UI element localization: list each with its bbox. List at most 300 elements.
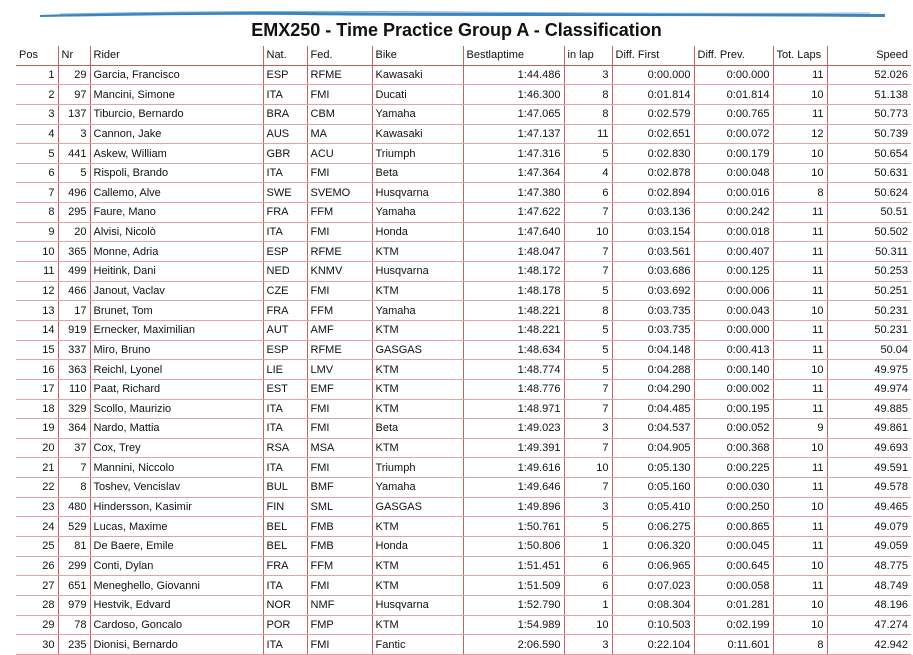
cell-tot-laps: 12 — [773, 124, 827, 144]
cell-nat: AUT — [263, 320, 307, 340]
cell-nat: NED — [263, 262, 307, 282]
table-row — [16, 163, 911, 183]
cell-diff-prev: 0:00.058 — [694, 576, 773, 596]
cell-bestlaptime: 2:06.590 — [463, 635, 564, 655]
cell-fed: FMI — [307, 85, 372, 105]
cell-diff-first: 0:04.290 — [612, 379, 694, 399]
cell-diff-first: 0:03.735 — [612, 301, 694, 321]
cell-in-lap: 5 — [564, 517, 612, 537]
cell-nr: 441 — [58, 144, 90, 164]
cell-diff-first: 0:02.878 — [612, 163, 694, 183]
cell-diff-first: 0:02.894 — [612, 183, 694, 203]
cell-speed: 49.693 — [827, 438, 911, 458]
cell-rider: Hindersson, Kasimir — [90, 497, 263, 517]
cell-tot-laps: 10 — [773, 301, 827, 321]
cell-nat: ITA — [263, 399, 307, 419]
cell-fed: RFME — [307, 340, 372, 360]
cell-pos: 23 — [16, 497, 58, 517]
cell-pos: 28 — [16, 595, 58, 615]
cell-pos: 8 — [16, 203, 58, 223]
cell-fed: FMB — [307, 517, 372, 537]
table-row — [16, 203, 911, 223]
cell-fed: FMI — [307, 419, 372, 439]
cell-rider: Scollo, Maurizio — [90, 399, 263, 419]
cell-pos: 22 — [16, 478, 58, 498]
cell-speed: 50.51 — [827, 203, 911, 223]
cell-fed: FMI — [307, 281, 372, 301]
cell-nat: ITA — [263, 635, 307, 655]
cell-diff-first: 0:06.275 — [612, 517, 694, 537]
cell-rider: Meneghello, Giovanni — [90, 576, 263, 596]
cell-diff-first: 0:06.320 — [612, 537, 694, 557]
cell-speed: 49.885 — [827, 399, 911, 419]
table-row — [16, 242, 911, 262]
cell-diff-prev: 0:00.045 — [694, 537, 773, 557]
cell-bestlaptime: 1:48.634 — [463, 340, 564, 360]
cell-bike: Beta — [372, 163, 463, 183]
classification-table — [16, 46, 911, 655]
cell-bike: KTM — [372, 281, 463, 301]
cell-nr: 78 — [58, 615, 90, 635]
cell-in-lap: 7 — [564, 438, 612, 458]
cell-rider: Monne, Adria — [90, 242, 263, 262]
cell-diff-prev: 0:00.865 — [694, 517, 773, 537]
cell-nat: SWE — [263, 183, 307, 203]
cell-bestlaptime: 1:47.622 — [463, 203, 564, 223]
col-header-fed: Fed. — [307, 46, 372, 65]
cell-diff-first: 0:04.905 — [612, 438, 694, 458]
cell-diff-prev: 0:00.140 — [694, 360, 773, 380]
cell-speed: 52.026 — [827, 65, 911, 85]
cell-speed: 49.079 — [827, 517, 911, 537]
cell-pos: 19 — [16, 419, 58, 439]
cell-nat: ITA — [263, 576, 307, 596]
cell-tot-laps: 10 — [773, 615, 827, 635]
cell-nat: FIN — [263, 497, 307, 517]
cell-rider: Toshev, Vencislav — [90, 478, 263, 498]
cell-bestlaptime: 1:50.806 — [463, 537, 564, 557]
cell-diff-first: 0:03.154 — [612, 222, 694, 242]
cell-nr: 110 — [58, 379, 90, 399]
cell-fed: SML — [307, 497, 372, 517]
cell-fed: FFM — [307, 203, 372, 223]
cell-nat: ITA — [263, 85, 307, 105]
cell-bestlaptime: 1:47.380 — [463, 183, 564, 203]
cell-rider: Janout, Vaclav — [90, 281, 263, 301]
cell-bestlaptime: 1:48.971 — [463, 399, 564, 419]
table-row — [16, 576, 911, 596]
cell-bestlaptime: 1:48.221 — [463, 320, 564, 340]
cell-in-lap: 5 — [564, 320, 612, 340]
cell-nr: 97 — [58, 85, 90, 105]
cell-bike: Ducati — [372, 85, 463, 105]
cell-pos: 1 — [16, 65, 58, 85]
cell-speed: 50.631 — [827, 163, 911, 183]
cell-pos: 20 — [16, 438, 58, 458]
cell-diff-first: 0:03.686 — [612, 262, 694, 282]
cell-diff-prev: 0:00.368 — [694, 438, 773, 458]
cell-diff-first: 0:05.410 — [612, 497, 694, 517]
cell-bestlaptime: 1:47.364 — [463, 163, 564, 183]
cell-fed: CBM — [307, 104, 372, 124]
table-row — [16, 262, 911, 282]
cell-bike: Kawasaki — [372, 65, 463, 85]
table-row — [16, 320, 911, 340]
cell-rider: Cox, Trey — [90, 438, 263, 458]
cell-tot-laps: 11 — [773, 104, 827, 124]
cell-diff-first: 0:08.304 — [612, 595, 694, 615]
cell-nat: BEL — [263, 537, 307, 557]
cell-fed: FMI — [307, 222, 372, 242]
cell-pos: 16 — [16, 360, 58, 380]
table-row — [16, 438, 911, 458]
cell-pos: 2 — [16, 85, 58, 105]
cell-diff-prev: 0:00.043 — [694, 301, 773, 321]
cell-diff-first: 0:05.130 — [612, 458, 694, 478]
cell-tot-laps: 11 — [773, 203, 827, 223]
cell-fed: FMB — [307, 537, 372, 557]
cell-pos: 29 — [16, 615, 58, 635]
cell-bike: Yamaha — [372, 104, 463, 124]
cell-speed: 50.253 — [827, 262, 911, 282]
cell-in-lap: 10 — [564, 458, 612, 478]
cell-tot-laps: 10 — [773, 85, 827, 105]
cell-bestlaptime: 1:52.790 — [463, 595, 564, 615]
cell-tot-laps: 11 — [773, 242, 827, 262]
cell-in-lap: 3 — [564, 419, 612, 439]
cell-diff-first: 0:10.503 — [612, 615, 694, 635]
cell-diff-first: 0:04.148 — [612, 340, 694, 360]
cell-tot-laps: 11 — [773, 340, 827, 360]
cell-nr: 20 — [58, 222, 90, 242]
cell-diff-prev: 0:00.250 — [694, 497, 773, 517]
cell-bestlaptime: 1:48.047 — [463, 242, 564, 262]
cell-diff-prev: 0:00.030 — [694, 478, 773, 498]
cell-pos: 13 — [16, 301, 58, 321]
cell-pos: 24 — [16, 517, 58, 537]
cell-in-lap: 3 — [564, 497, 612, 517]
table-row — [16, 537, 911, 557]
cell-diff-first: 0:05.160 — [612, 478, 694, 498]
cell-nr: 3 — [58, 124, 90, 144]
cell-tot-laps: 11 — [773, 399, 827, 419]
cell-tot-laps: 10 — [773, 144, 827, 164]
cell-tot-laps: 8 — [773, 635, 827, 655]
cell-tot-laps: 9 — [773, 419, 827, 439]
cell-diff-prev: 0:00.125 — [694, 262, 773, 282]
col-header-nr: Nr — [58, 46, 90, 65]
cell-tot-laps: 11 — [773, 65, 827, 85]
table-row — [16, 635, 911, 655]
cell-bestlaptime: 1:47.137 — [463, 124, 564, 144]
col-header-in-lap: in lap — [564, 46, 612, 65]
cell-fed: EMF — [307, 379, 372, 399]
cell-nat: ESP — [263, 242, 307, 262]
cell-rider: Garcia, Francisco — [90, 65, 263, 85]
cell-diff-prev: 0:00.195 — [694, 399, 773, 419]
cell-rider: Askew, William — [90, 144, 263, 164]
cell-diff-first: 0:22.104 — [612, 635, 694, 655]
cell-bike: KTM — [372, 360, 463, 380]
col-header-diff-first: Diff. First — [612, 46, 694, 65]
cell-rider: Rispoli, Brando — [90, 163, 263, 183]
cell-nr: 919 — [58, 320, 90, 340]
cell-nat: FRA — [263, 556, 307, 576]
cell-diff-prev: 0:00.002 — [694, 379, 773, 399]
cell-nr: 337 — [58, 340, 90, 360]
cell-fed: FMI — [307, 576, 372, 596]
cell-diff-first: 0:03.692 — [612, 281, 694, 301]
cell-in-lap: 6 — [564, 183, 612, 203]
cell-tot-laps: 11 — [773, 478, 827, 498]
cell-speed: 49.578 — [827, 478, 911, 498]
cell-bike: Fantic — [372, 635, 463, 655]
cell-bike: Yamaha — [372, 478, 463, 498]
cell-nr: 37 — [58, 438, 90, 458]
cell-rider: Cardoso, Goncalo — [90, 615, 263, 635]
table-row — [16, 183, 911, 203]
cell-speed: 49.974 — [827, 379, 911, 399]
cell-nat: ITA — [263, 163, 307, 183]
table-row — [16, 497, 911, 517]
cell-fed: RFME — [307, 242, 372, 262]
cell-bike: Honda — [372, 537, 463, 557]
cell-pos: 26 — [16, 556, 58, 576]
cell-nat: FRA — [263, 203, 307, 223]
cell-fed: FMI — [307, 635, 372, 655]
cell-in-lap: 6 — [564, 576, 612, 596]
cell-nr: 496 — [58, 183, 90, 203]
table-row — [16, 360, 911, 380]
cell-fed: SVEMO — [307, 183, 372, 203]
cell-bestlaptime: 1:49.391 — [463, 438, 564, 458]
cell-nat: ITA — [263, 419, 307, 439]
page-title: EMX250 - Time Practice Group A - Classification — [251, 20, 662, 40]
cell-bike: Yamaha — [372, 203, 463, 223]
cell-in-lap: 7 — [564, 379, 612, 399]
col-header-bestlaptime: Bestlaptime — [463, 46, 564, 65]
cell-in-lap: 5 — [564, 144, 612, 164]
cell-speed: 48.775 — [827, 556, 911, 576]
col-header-nat: Nat. — [263, 46, 307, 65]
cell-tot-laps: 11 — [773, 379, 827, 399]
cell-fed: NMF — [307, 595, 372, 615]
cell-nr: 480 — [58, 497, 90, 517]
cell-bestlaptime: 1:51.509 — [463, 576, 564, 596]
cell-fed: RFME — [307, 65, 372, 85]
cell-speed: 49.591 — [827, 458, 911, 478]
cell-rider: Mannini, Niccolo — [90, 458, 263, 478]
cell-diff-first: 0:02.579 — [612, 104, 694, 124]
cell-speed: 47.274 — [827, 615, 911, 635]
cell-diff-first: 0:04.537 — [612, 419, 694, 439]
cell-in-lap: 11 — [564, 124, 612, 144]
cell-bike: KTM — [372, 399, 463, 419]
col-header-tot-laps: Tot. Laps — [773, 46, 827, 65]
cell-pos: 14 — [16, 320, 58, 340]
cell-diff-first: 0:03.136 — [612, 203, 694, 223]
cell-rider: Alvisi, Nicolò — [90, 222, 263, 242]
cell-fed: FMI — [307, 163, 372, 183]
cell-diff-prev: 0:00.413 — [694, 340, 773, 360]
cell-bike: Yamaha — [372, 301, 463, 321]
cell-bike: GASGAS — [372, 497, 463, 517]
cell-bestlaptime: 1:47.065 — [463, 104, 564, 124]
cell-speed: 50.231 — [827, 301, 911, 321]
cell-bestlaptime: 1:48.178 — [463, 281, 564, 301]
cell-pos: 30 — [16, 635, 58, 655]
cell-diff-prev: 0:02.199 — [694, 615, 773, 635]
cell-rider: Dionisi, Bernardo — [90, 635, 263, 655]
cell-bike: KTM — [372, 576, 463, 596]
cell-tot-laps: 10 — [773, 163, 827, 183]
cell-diff-prev: 0:00.018 — [694, 222, 773, 242]
cell-diff-prev: 0:00.765 — [694, 104, 773, 124]
cell-bestlaptime: 1:48.776 — [463, 379, 564, 399]
cell-diff-prev: 0:00.242 — [694, 203, 773, 223]
cell-rider: Paat, Richard — [90, 379, 263, 399]
cell-rider: Hestvik, Edvard — [90, 595, 263, 615]
cell-pos: 6 — [16, 163, 58, 183]
cell-diff-first: 0:00.000 — [612, 65, 694, 85]
table-row — [16, 65, 911, 85]
cell-diff-prev: 0:00.048 — [694, 163, 773, 183]
cell-nr: 81 — [58, 537, 90, 557]
cell-rider: Miro, Bruno — [90, 340, 263, 360]
cell-in-lap: 4 — [564, 163, 612, 183]
cell-pos: 11 — [16, 262, 58, 282]
cell-pos: 25 — [16, 537, 58, 557]
table-row — [16, 301, 911, 321]
cell-pos: 18 — [16, 399, 58, 419]
cell-nat: BUL — [263, 478, 307, 498]
cell-nr: 529 — [58, 517, 90, 537]
cell-bestlaptime: 1:49.616 — [463, 458, 564, 478]
table-row — [16, 595, 911, 615]
cell-speed: 42.942 — [827, 635, 911, 655]
cell-fed: ACU — [307, 144, 372, 164]
cell-speed: 50.502 — [827, 222, 911, 242]
cell-nr: 299 — [58, 556, 90, 576]
cell-bike: KTM — [372, 517, 463, 537]
cell-bike: KTM — [372, 320, 463, 340]
cell-bike: Triumph — [372, 458, 463, 478]
cell-bestlaptime: 1:47.640 — [463, 222, 564, 242]
col-header-pos: Pos — [16, 46, 58, 65]
cell-in-lap: 3 — [564, 65, 612, 85]
cell-pos: 7 — [16, 183, 58, 203]
cell-pos: 15 — [16, 340, 58, 360]
cell-nr: 499 — [58, 262, 90, 282]
cell-nr: 466 — [58, 281, 90, 301]
table-row — [16, 281, 911, 301]
cell-pos: 17 — [16, 379, 58, 399]
cell-speed: 50.04 — [827, 340, 911, 360]
cell-rider: De Baere, Emile — [90, 537, 263, 557]
cell-tot-laps: 11 — [773, 222, 827, 242]
cell-diff-first: 0:01.814 — [612, 85, 694, 105]
cell-nat: NOR — [263, 595, 307, 615]
cell-bestlaptime: 1:51.451 — [463, 556, 564, 576]
cell-rider: Reichl, Lyonel — [90, 360, 263, 380]
cell-diff-first: 0:07.023 — [612, 576, 694, 596]
cell-pos: 3 — [16, 104, 58, 124]
cell-nr: 17 — [58, 301, 90, 321]
cell-bestlaptime: 1:44.486 — [463, 65, 564, 85]
cell-bestlaptime: 1:47.316 — [463, 144, 564, 164]
col-header-speed: Speed — [827, 46, 911, 65]
cell-nr: 295 — [58, 203, 90, 223]
cell-diff-prev: 0:00.072 — [694, 124, 773, 144]
cell-nr: 29 — [58, 65, 90, 85]
cell-speed: 51.138 — [827, 85, 911, 105]
cell-bike: Kawasaki — [372, 124, 463, 144]
cell-speed: 50.624 — [827, 183, 911, 203]
table-row — [16, 124, 911, 144]
table-row — [16, 478, 911, 498]
cell-in-lap: 8 — [564, 85, 612, 105]
cell-nr: 235 — [58, 635, 90, 655]
table-row — [16, 144, 911, 164]
cell-tot-laps: 11 — [773, 262, 827, 282]
cell-pos: 12 — [16, 281, 58, 301]
cell-rider: Ernecker, Maximilian — [90, 320, 263, 340]
cell-nr: 329 — [58, 399, 90, 419]
cell-bestlaptime: 1:48.172 — [463, 262, 564, 282]
cell-tot-laps: 10 — [773, 497, 827, 517]
cell-nat: POR — [263, 615, 307, 635]
col-header-rider: Rider — [90, 46, 263, 65]
col-header-bike: Bike — [372, 46, 463, 65]
table-row — [16, 222, 911, 242]
cell-nat: AUS — [263, 124, 307, 144]
cell-bike: KTM — [372, 556, 463, 576]
cell-bike: Husqvarna — [372, 183, 463, 203]
cell-nat: ESP — [263, 340, 307, 360]
cell-tot-laps: 11 — [773, 320, 827, 340]
cell-tot-laps: 11 — [773, 576, 827, 596]
cell-rider: Conti, Dylan — [90, 556, 263, 576]
cell-tot-laps: 11 — [773, 537, 827, 557]
cell-nat: ESP — [263, 65, 307, 85]
cell-speed: 49.465 — [827, 497, 911, 517]
cell-bestlaptime: 1:48.774 — [463, 360, 564, 380]
cell-diff-prev: 0:01.814 — [694, 85, 773, 105]
cell-in-lap: 6 — [564, 556, 612, 576]
cell-diff-prev: 0:00.000 — [694, 320, 773, 340]
cell-bike: Triumph — [372, 144, 463, 164]
cell-fed: BMF — [307, 478, 372, 498]
cell-in-lap: 5 — [564, 360, 612, 380]
cell-in-lap: 8 — [564, 301, 612, 321]
cell-bike: Husqvarna — [372, 262, 463, 282]
cell-diff-prev: 0:01.281 — [694, 595, 773, 615]
cell-fed: LMV — [307, 360, 372, 380]
cell-diff-prev: 0:00.407 — [694, 242, 773, 262]
cell-speed: 50.311 — [827, 242, 911, 262]
cell-bestlaptime: 1:54.989 — [463, 615, 564, 635]
cell-bestlaptime: 1:48.221 — [463, 301, 564, 321]
cell-nat: LIE — [263, 360, 307, 380]
cell-in-lap: 7 — [564, 262, 612, 282]
cell-rider: Mancini, Simone — [90, 85, 263, 105]
cell-diff-first: 0:06.965 — [612, 556, 694, 576]
cell-nr: 365 — [58, 242, 90, 262]
cell-tot-laps: 10 — [773, 360, 827, 380]
cell-diff-first: 0:04.288 — [612, 360, 694, 380]
cell-diff-prev: 0:00.052 — [694, 419, 773, 439]
cell-tot-laps: 11 — [773, 458, 827, 478]
